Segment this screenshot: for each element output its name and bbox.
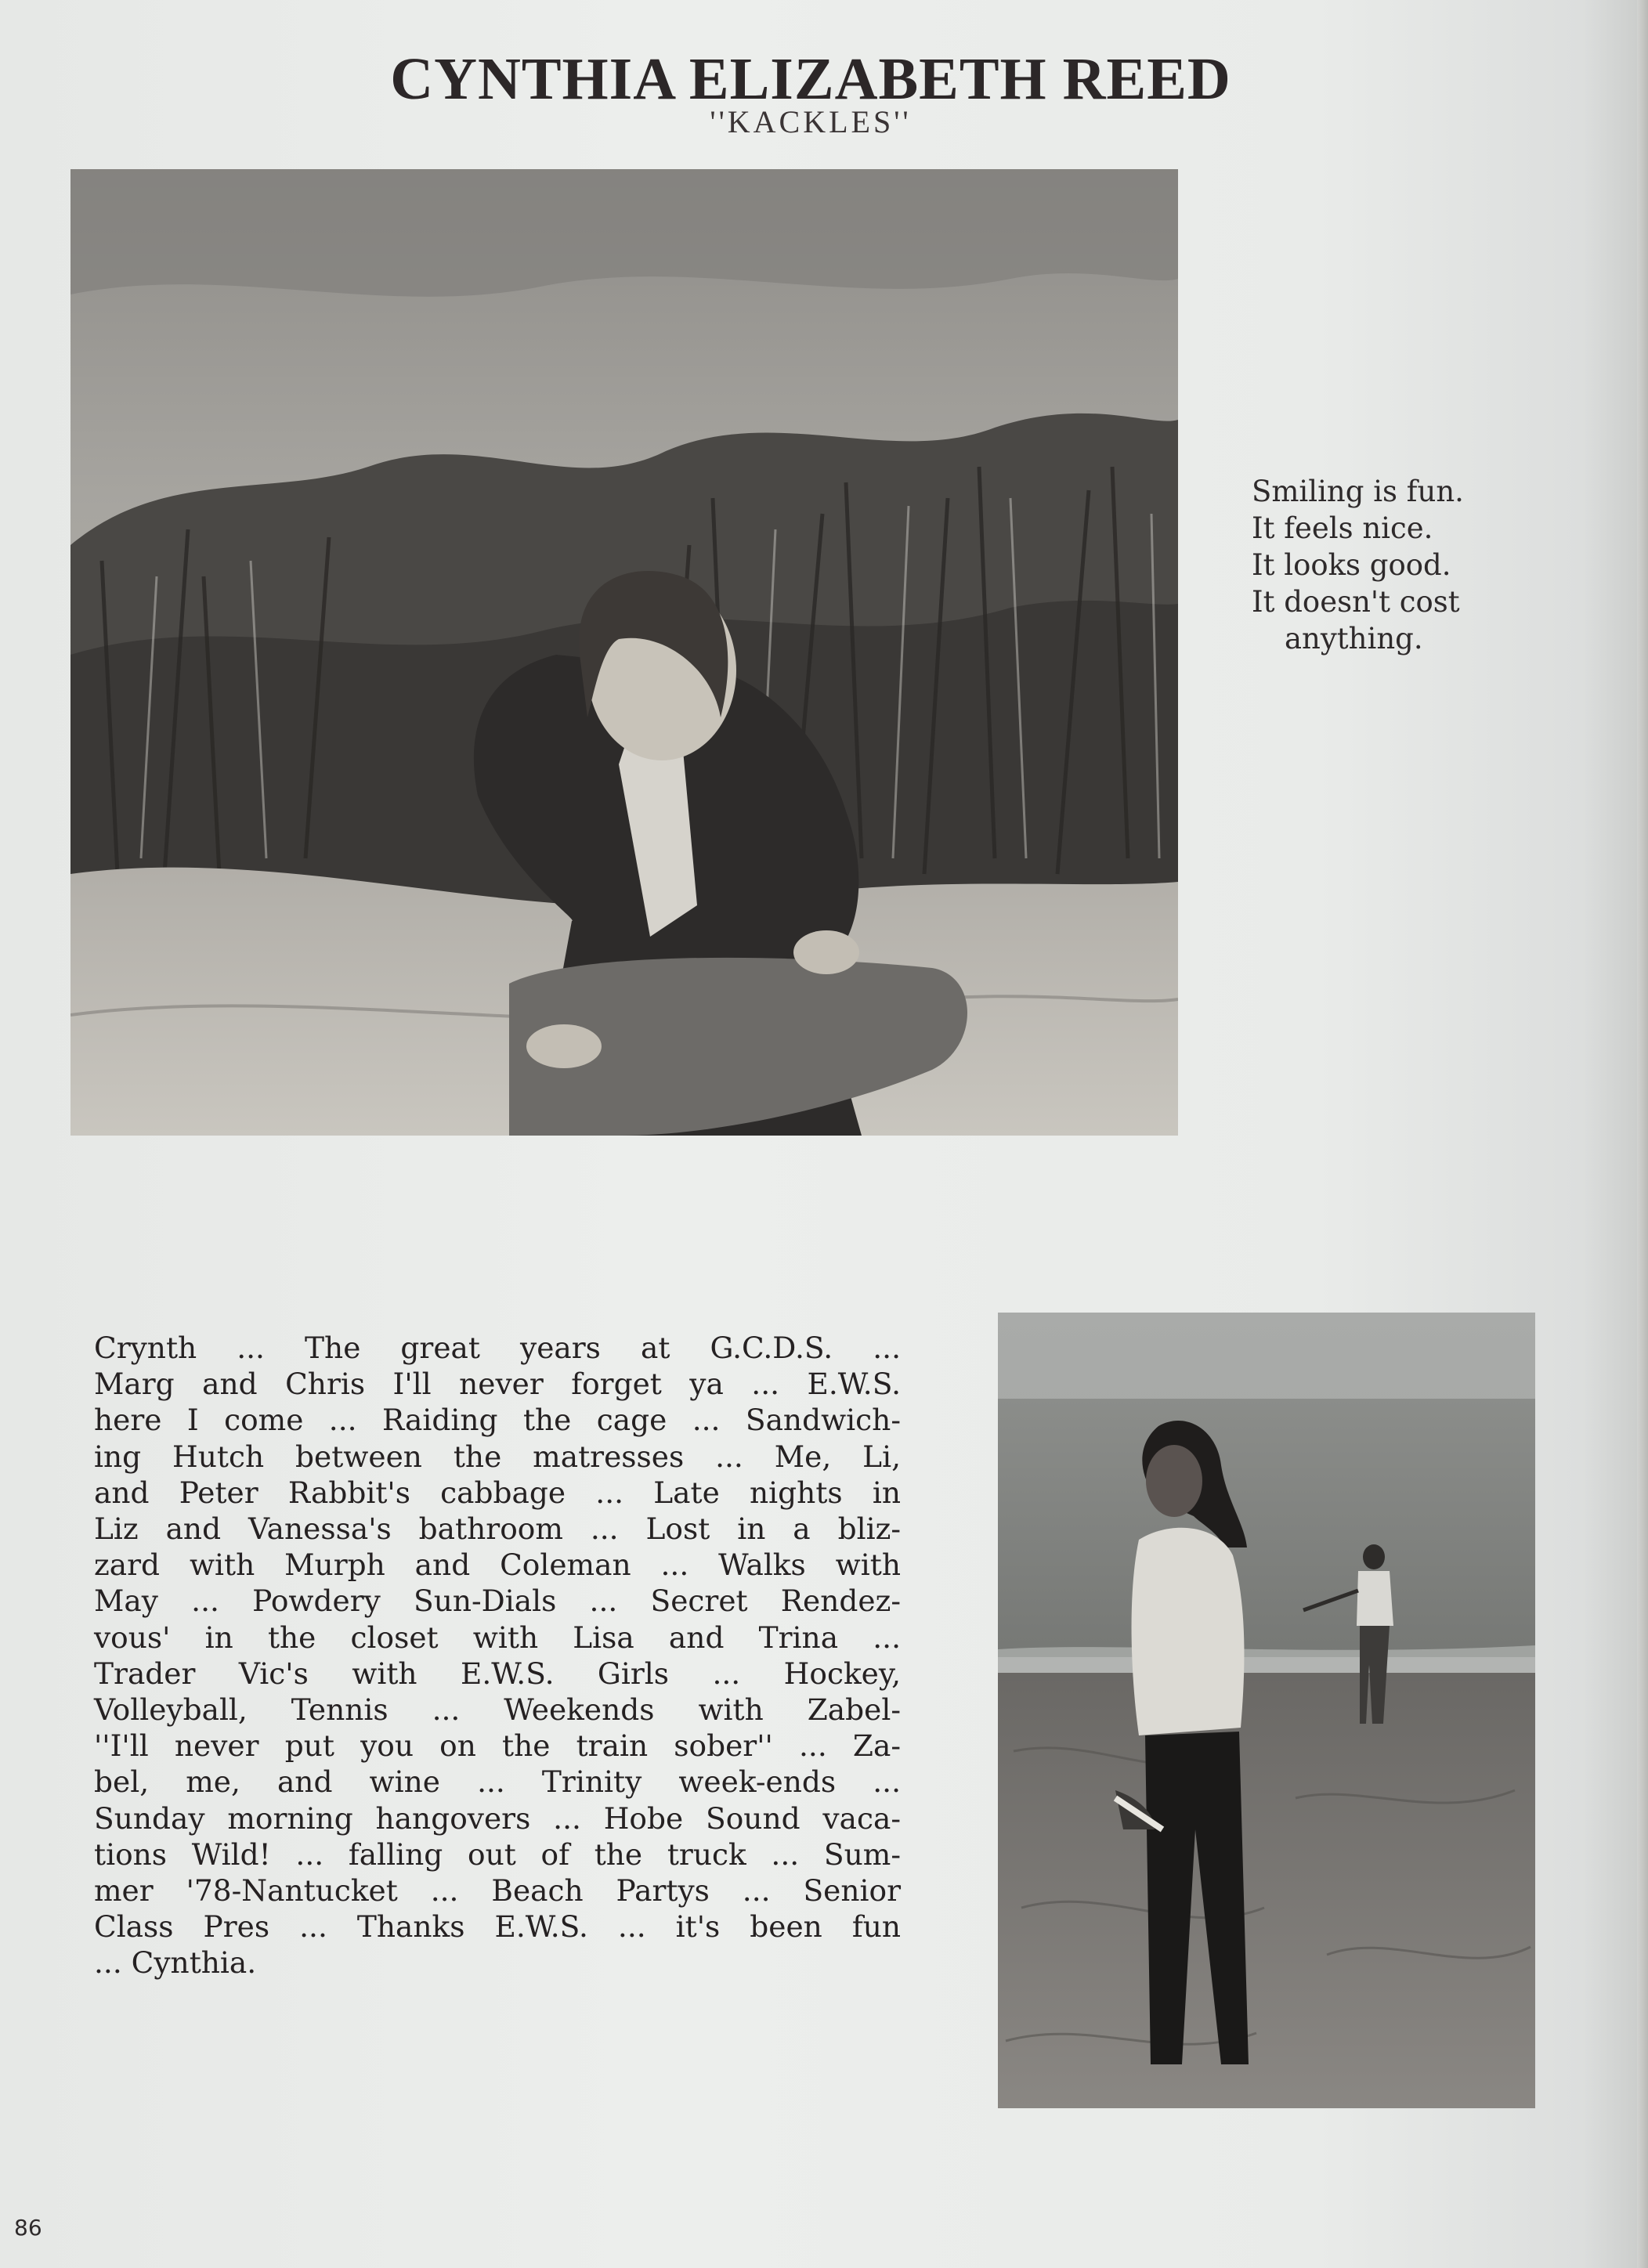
memories-line: mer '78-Nantucket ... Beach Partys ... Senior	[94, 1873, 901, 1909]
memories-line: bel, me, and wine ... Trinity week-ends ...	[94, 1764, 901, 1800]
memories-line: Crynth ... The great years at G.C.D.S. ...	[94, 1331, 901, 1365]
portrait-photo-dunes-graphic	[70, 169, 1178, 1136]
memories-line: May ... Powdery Sun-Dials ... Secret Rendez-	[94, 1584, 901, 1619]
memories-line: tions Wild! ... falling out of the truck ... Sum-	[94, 1836, 901, 1872]
memories-line: and Peter Rabbit's cabbage ... Late nights in	[94, 1475, 901, 1510]
quote-line: Smiling is fun.	[1252, 475, 1464, 508]
portrait-photo-dunes	[70, 169, 1178, 1136]
memories-line: Marg and Chris I'll never forget ya ... E.W.S.	[94, 1367, 901, 1402]
memories-line: Trader Vic's with E.W.S. Girls ... Hockey,	[94, 1656, 901, 1691]
quote-line: It doesn't cost	[1252, 585, 1460, 619]
student-name-heading: CYNTHIA ELIZABETH REED	[390, 46, 1231, 112]
memories-line: ing Hutch between the matresses ... Me, Li,	[94, 1439, 901, 1474]
beach-photo-graphic	[998, 1313, 1535, 2108]
senior-memories-text	[94, 1330, 901, 1981]
memories-line: Liz and Vanessa's bathroom ... Lost in a bliz-	[94, 1511, 901, 1547]
memories-line: Class Pres ... Thanks E.W.S. ... it's been fun	[94, 1909, 901, 1945]
memories-line: ''I'll never put you on the train sober'' ... Za-	[94, 1728, 901, 1764]
quote-line: anything.	[1285, 622, 1423, 655]
memories-line: zard with Murph and Coleman ... Walks with	[94, 1548, 901, 1583]
memories-line: vous' in the closet with Lisa and Trina ...	[94, 1620, 901, 1655]
memories-line: here I come ... Raiding the cage ... Sandwich-	[94, 1403, 901, 1438]
senior-quote	[1252, 473, 1612, 657]
page-binding-edge	[1637, 0, 1648, 2268]
memories-line: Sunday morning hangovers ... Hobe Sound vaca-	[94, 1800, 901, 1836]
page-number: 86	[14, 2215, 42, 2241]
quote-line: It feels nice.	[1252, 511, 1433, 545]
memories-line: ... Cynthia.	[94, 1945, 257, 1981]
beach-photo	[998, 1313, 1535, 2108]
quote-line: It looks good.	[1252, 548, 1451, 582]
student-nickname: ''KACKLES''	[710, 104, 912, 139]
memories-line: Volleyball, Tennis ... Weekends with Zabel-	[94, 1692, 901, 1728]
